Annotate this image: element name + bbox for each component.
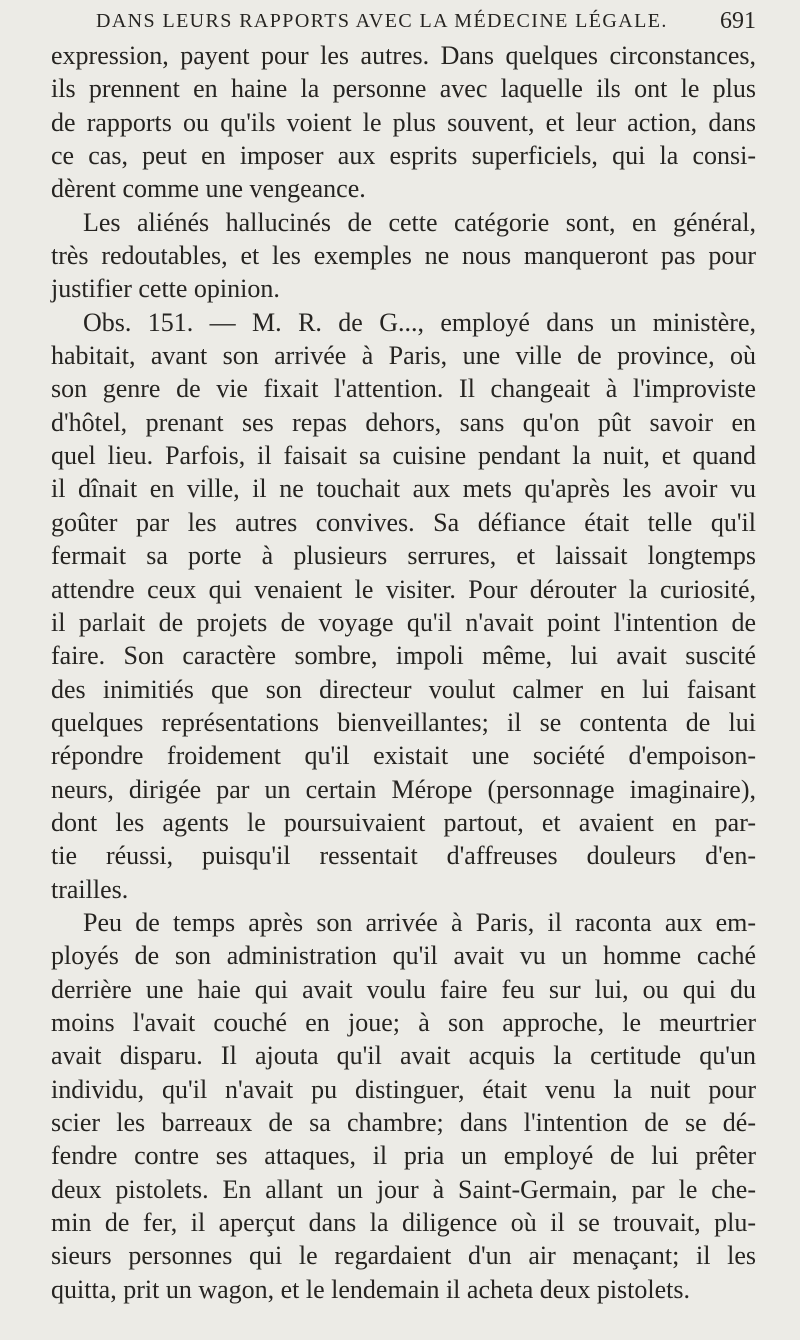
text-line: quitta, prit un wagon, et le lendemain il acheta deux pistolets. <box>51 1274 690 1304</box>
text-line: dèrent comme une vengeance. <box>51 174 366 204</box>
text-line: Obs. 151. — M. R. de G..., employé dans un ministère, <box>83 307 756 337</box>
text-line: goûter par les autres convives. Sa défiance était telle qu'il <box>51 507 756 537</box>
text-line: sieurs personnes qui le regardaient d'un air menaçant; il les <box>51 1241 756 1271</box>
text-line: justifier cette opinion. <box>51 274 280 304</box>
text-line: son genre de vie fixait l'attention. Il changeait à l'improviste <box>51 374 756 404</box>
text-line: il dînait en ville, il ne touchait aux mets qu'après les avoir vu <box>51 474 756 504</box>
text-line: expression, payent pour les autres. Dans quelques circonstances, <box>51 41 756 70</box>
text-line: Les aliénés hallucinés de cette catégorie sont, en général, <box>83 207 756 237</box>
text-line: des inimitiés que son directeur voulut calmer en lui faisant <box>51 674 756 704</box>
text-line: scier les barreaux de sa chambre; dans l'intention de se dé- <box>51 1108 756 1137</box>
text-line: très redoutables, et les exemples ne nous manqueront pas pour <box>51 241 756 271</box>
text-line: quelques représentations bienveillantes; il se contenta de lui <box>51 707 756 737</box>
text-line: attendre ceux qui venaient le visiter. Pour dérouter la curiosité, <box>51 574 756 604</box>
text-line: de rapports ou qu'ils voient le plus souvent, et leur action, dans <box>51 107 756 137</box>
page-number: 691 <box>720 8 756 34</box>
text-line: il parlait de projets de voyage qu'il n'avait point l'intention de <box>51 607 756 637</box>
text-line: derrière une haie qui avait voulu faire feu sur lui, ou qui du <box>51 974 756 1004</box>
text-line: tie réussi, puisqu'il ressentait d'affreuses douleurs d'en- <box>51 841 756 871</box>
text-line: ployés de son administration qu'il avait vu un homme caché <box>51 941 756 971</box>
text-line: fermait sa porte à plusieurs serrures, et laissait longtemps <box>51 541 756 571</box>
text-line: ce cas, peut en imposer aux esprits superficiels, qui la consi- <box>51 141 756 171</box>
text-line: min de fer, il aperçut dans la diligence où il se trouvait, plu- <box>51 1208 756 1238</box>
running-head: DANS LEURS RAPPORTS AVEC LA MÉDECINE LÉGALE. <box>96 10 668 32</box>
text-line: individu, qu'il n'avait pu distinguer, était venu la nuit pour <box>51 1074 756 1104</box>
text-line: avait disparu. Il ajouta qu'il avait acquis la certitude qu'un <box>51 1041 756 1071</box>
text-line: dont les agents le poursuivaient partout, et avaient en par- <box>51 807 756 837</box>
text-line: deux pistolets. En allant un jour à Saint-Germain, par le che- <box>51 1174 756 1204</box>
text-line: habitait, avant son arrivée à Paris, une ville de province, où <box>51 341 756 371</box>
text-line: fendre contre ses attaques, il pria un employé de lui prêter <box>51 1141 756 1171</box>
text-line: neurs, dirigée par un certain Mérope (personnage imaginaire), <box>51 774 756 804</box>
text-line: Peu de temps après son arrivée à Paris, il raconta aux em- <box>83 907 756 937</box>
text-line: ils prennent en haine la personne avec laquelle ils ont le plus <box>51 74 756 104</box>
text-line: faire. Son caractère sombre, impoli même, lui avait suscité <box>51 641 756 671</box>
text-line: répondre froidement qu'il existait une société d'empoison- <box>51 741 756 771</box>
body-text <box>51 39 756 1306</box>
text-line: moins l'avait couché en joue; à son approche, le meurtrier <box>51 1007 756 1037</box>
text-line: quel lieu. Parfois, il faisait sa cuisine pendant la nuit, et quand <box>51 441 756 471</box>
text-line: d'hôtel, prenant ses repas dehors, sans qu'on pût savoir en <box>51 407 756 437</box>
text-line: trailles. <box>51 874 129 904</box>
